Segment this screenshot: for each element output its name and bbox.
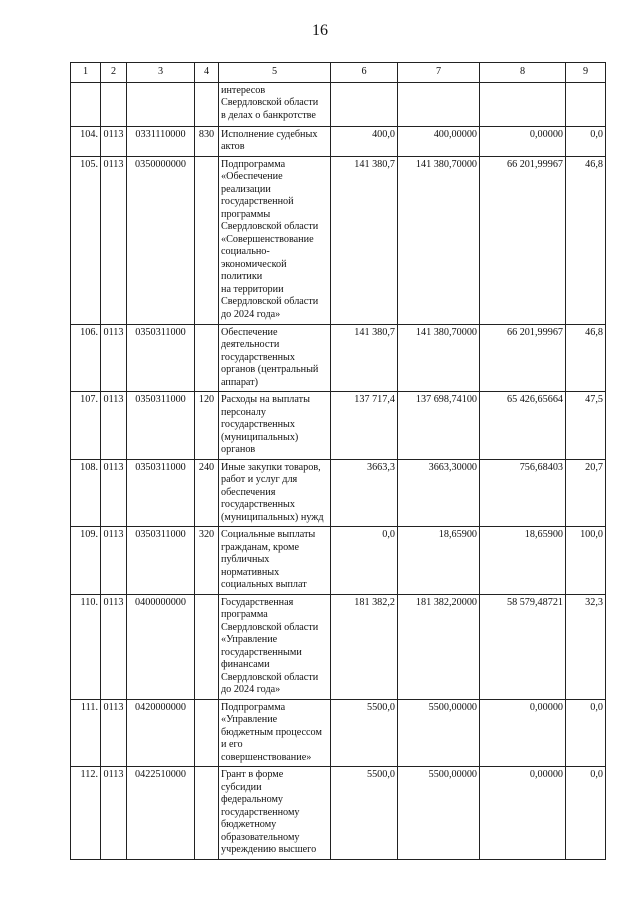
execution-percent: 32,3 [566, 594, 606, 699]
expense-type-code [195, 594, 219, 699]
table-row [71, 527, 606, 595]
approved-amount: 137 717,4 [331, 392, 398, 460]
table-row [71, 82, 606, 126]
refined-amount [398, 82, 480, 126]
refined-amount: 5500,00000 [398, 699, 480, 767]
table-row [71, 392, 606, 460]
approved-amount: 400,0 [331, 126, 398, 156]
section-code: 0113 [101, 126, 127, 156]
target-article-code: 0350311000 [127, 459, 195, 527]
header-cell: 5 [219, 63, 331, 83]
executed-amount: 756,68403 [480, 459, 566, 527]
budget-table [70, 62, 606, 860]
item-name: Расходы на выплаты персоналу государственных (муниципальных) органов [219, 392, 331, 460]
header-cell: 2 [101, 63, 127, 83]
row-number: 108. [71, 459, 101, 527]
row-number: 105. [71, 156, 101, 324]
section-code: 0113 [101, 392, 127, 460]
section-code: 0113 [101, 767, 127, 860]
row-number: 106. [71, 324, 101, 392]
approved-amount: 5500,0 [331, 767, 398, 860]
table-row [71, 459, 606, 527]
header-cell: 1 [71, 63, 101, 83]
expense-type-code: 120 [195, 392, 219, 460]
section-code: 0113 [101, 324, 127, 392]
refined-amount: 181 382,20000 [398, 594, 480, 699]
approved-amount: 181 382,2 [331, 594, 398, 699]
section-code: 0113 [101, 594, 127, 699]
approved-amount: 141 380,7 [331, 324, 398, 392]
approved-amount: 0,0 [331, 527, 398, 595]
expense-type-code [195, 82, 219, 126]
target-article-code: 0350000000 [127, 156, 195, 324]
header-cell: 7 [398, 63, 480, 83]
expense-type-code: 240 [195, 459, 219, 527]
section-code: 0113 [101, 459, 127, 527]
execution-percent: 0,0 [566, 126, 606, 156]
item-name: Иные закупки товаров, работ и услуг для обеспечения государственных (муниципальных) нужд [219, 459, 331, 527]
expense-type-code: 830 [195, 126, 219, 156]
expense-type-code: 320 [195, 527, 219, 595]
refined-amount: 137 698,74100 [398, 392, 480, 460]
executed-amount: 58 579,48721 [480, 594, 566, 699]
executed-amount [480, 82, 566, 126]
execution-percent: 46,8 [566, 156, 606, 324]
target-article-code: 0422510000 [127, 767, 195, 860]
page-number: 16 [312, 22, 328, 39]
item-name: Социальные выплаты гражданам, кроме публичных нормативных социальных выплат [219, 527, 331, 595]
header-cell: 9 [566, 63, 606, 83]
expense-type-code [195, 324, 219, 392]
row-number: 112. [71, 767, 101, 860]
table-body [71, 82, 606, 859]
executed-amount: 0,00000 [480, 699, 566, 767]
header-row [71, 63, 606, 83]
target-article-code: 0331110000 [127, 126, 195, 156]
executed-amount: 18,65900 [480, 527, 566, 595]
target-article-code: 0420000000 [127, 699, 195, 767]
approved-amount: 5500,0 [331, 699, 398, 767]
executed-amount: 66 201,99967 [480, 324, 566, 392]
table-row [71, 767, 606, 860]
execution-percent [566, 82, 606, 126]
refined-amount: 141 380,70000 [398, 156, 480, 324]
executed-amount: 0,00000 [480, 126, 566, 156]
refined-amount: 3663,30000 [398, 459, 480, 527]
execution-percent: 47,5 [566, 392, 606, 460]
header-cell: 6 [331, 63, 398, 83]
execution-percent: 46,8 [566, 324, 606, 392]
item-name: интересов Свердловской области в делах о банкротстве [219, 82, 331, 126]
target-article-code: 0400000000 [127, 594, 195, 699]
refined-amount: 18,65900 [398, 527, 480, 595]
execution-percent: 100,0 [566, 527, 606, 595]
refined-amount: 5500,00000 [398, 767, 480, 860]
refined-amount: 141 380,70000 [398, 324, 480, 392]
executed-amount: 65 426,65664 [480, 392, 566, 460]
executed-amount: 0,00000 [480, 767, 566, 860]
target-article-code [127, 82, 195, 126]
table-row [71, 126, 606, 156]
row-number: 110. [71, 594, 101, 699]
row-number [71, 82, 101, 126]
row-number: 111. [71, 699, 101, 767]
table-row [71, 699, 606, 767]
section-code: 0113 [101, 156, 127, 324]
expense-type-code [195, 699, 219, 767]
target-article-code: 0350311000 [127, 527, 195, 595]
header-cell: 8 [480, 63, 566, 83]
refined-amount: 400,00000 [398, 126, 480, 156]
expense-type-code [195, 767, 219, 860]
table-row [71, 324, 606, 392]
execution-percent: 0,0 [566, 699, 606, 767]
expense-type-code [195, 156, 219, 324]
target-article-code: 0350311000 [127, 324, 195, 392]
item-name: Подпрограмма «Управление бюджетным процессом и его совершенствование» [219, 699, 331, 767]
table-row [71, 156, 606, 324]
execution-percent: 0,0 [566, 767, 606, 860]
executed-amount: 66 201,99967 [480, 156, 566, 324]
item-name: Государственная программа Свердловской области «Управление государственными финансами Свердловской области до 2024 года» [219, 594, 331, 699]
header-cell: 3 [127, 63, 195, 83]
item-name: Грант в форме субсидии федеральному государственному бюджетному образовательному учреждению высшего [219, 767, 331, 860]
item-name: Исполнение судебных актов [219, 126, 331, 156]
table-row [71, 594, 606, 699]
target-article-code: 0350311000 [127, 392, 195, 460]
header-cell: 4 [195, 63, 219, 83]
row-number: 109. [71, 527, 101, 595]
execution-percent: 20,7 [566, 459, 606, 527]
item-name: Подпрограмма «Обеспечение реализации государственной программы Свердловской области «Совершенствование социально- экономической политики на территории Свердловской области до 2024 года» [219, 156, 331, 324]
section-code: 0113 [101, 699, 127, 767]
row-number: 104. [71, 126, 101, 156]
section-code [101, 82, 127, 126]
approved-amount: 3663,3 [331, 459, 398, 527]
row-number: 107. [71, 392, 101, 460]
section-code: 0113 [101, 527, 127, 595]
item-name: Обеспечение деятельности государственных органов (центральный аппарат) [219, 324, 331, 392]
approved-amount: 141 380,7 [331, 156, 398, 324]
approved-amount [331, 82, 398, 126]
